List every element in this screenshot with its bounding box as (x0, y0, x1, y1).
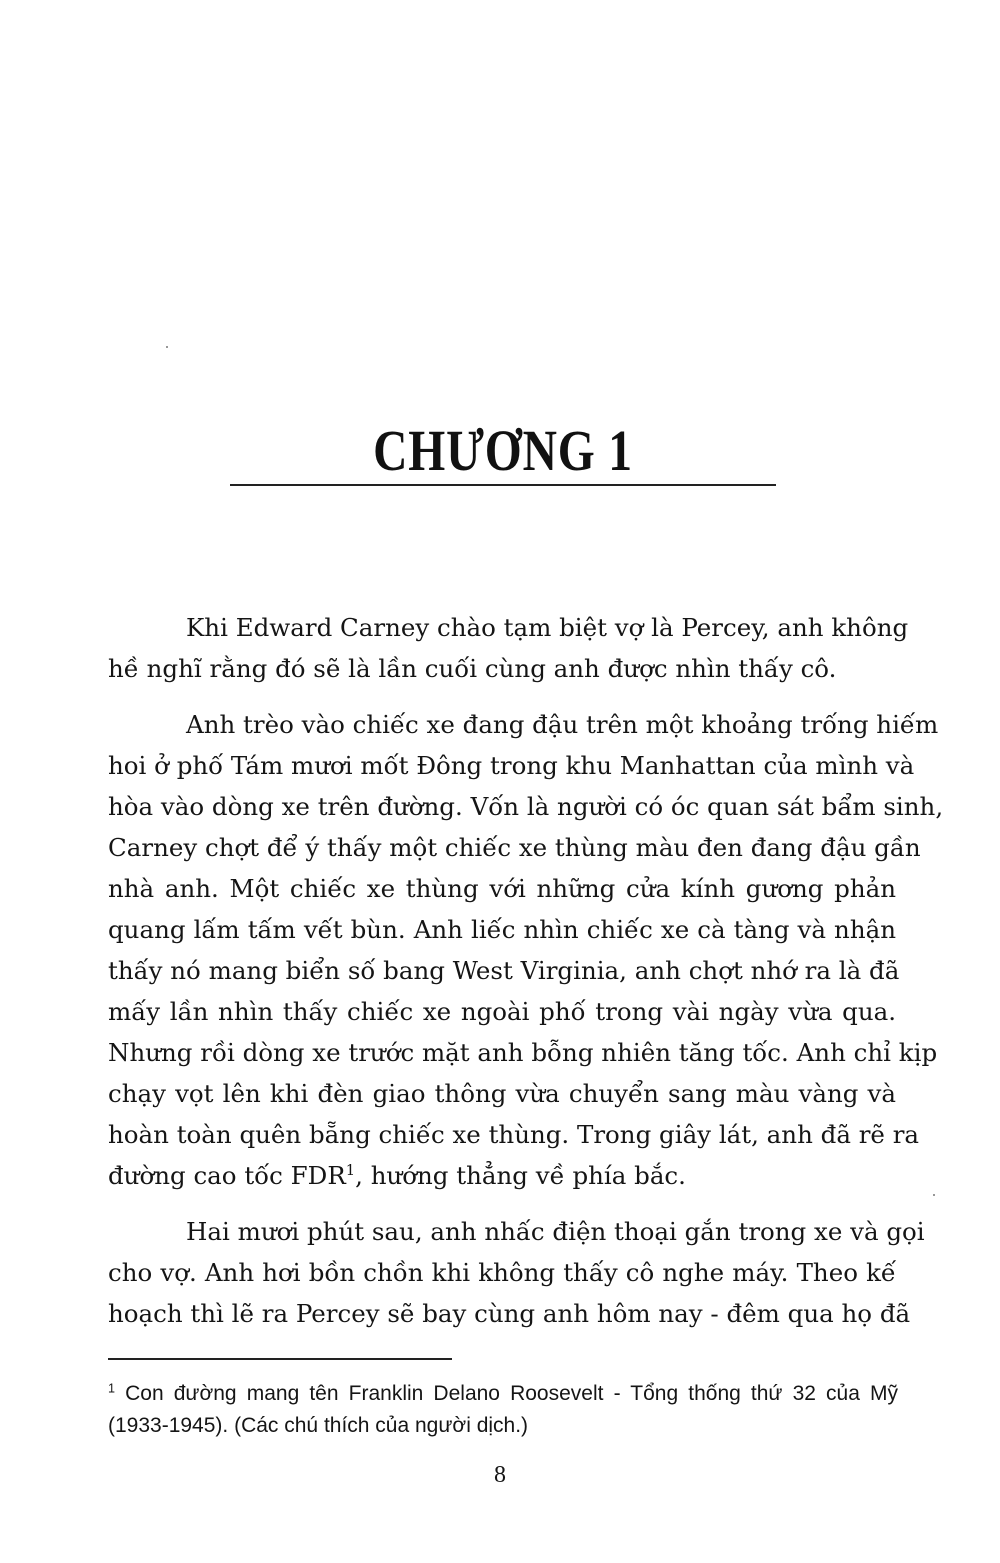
text-line: chạy vọt lên khi đèn giao thông vừa chuyển sang màu vàng và (108, 1079, 896, 1108)
text-line: thấy nó mang biển số bang West Virginia, anh chợt nhớ ra là đã (108, 956, 900, 985)
paragraph-2 (108, 704, 944, 1196)
footnote-reference[interactable]: 1 (345, 1162, 356, 1180)
text-line: Khi Edward Carney chào tạm biệt vợ là Percey, anh không (186, 613, 909, 642)
print-speck (933, 1194, 935, 1196)
text-line: nhà anh. Một chiếc xe thùng với những cửa kính gương phản (108, 874, 896, 903)
text-line: Carney chợt để ý thấy một chiếc xe thùng màu đen đang đậu gần (108, 833, 921, 862)
text-line: cho vợ. Anh hơi bồn chồn khi không thấy cô nghe máy. Theo kế (108, 1258, 896, 1287)
text-line: hoi ở phố Tám mươi mốt Đông trong khu Manhattan của mình và (108, 751, 915, 780)
chapter-body (108, 607, 944, 1334)
print-speck (166, 346, 168, 348)
chapter-title-underline (230, 484, 776, 486)
text-fragment: đường cao tốc FDR (108, 1161, 346, 1190)
text-line: Nhưng rồi dòng xe trước mặt anh bỗng nhiên tăng tốc. Anh chỉ kịp (108, 1038, 938, 1067)
paragraph-1 (108, 607, 909, 689)
text-line: quang lấm tấm vết bùn. Anh liếc nhìn chiếc xe cà tàng và nhận (108, 915, 896, 944)
footnote-separator (108, 1358, 452, 1360)
text-line: mấy lần nhìn thấy chiếc xe ngoài phố trong vài ngày vừa qua. (108, 997, 896, 1026)
footnote-line (108, 1378, 898, 1410)
footnote-line: (1933-1945). (Các chú thích của người dịch.) (108, 1414, 529, 1437)
footnote-text: Con đường mang tên Franklin Delano Roosevelt - Tổng thống thứ 32 của Mỹ (115, 1382, 898, 1405)
text-line: hoạch thì lẽ ra Percey sẽ bay cùng anh hôm nay - đêm qua họ đã (108, 1299, 911, 1328)
paragraph-3 (108, 1211, 925, 1334)
page-number: 8 (494, 1462, 506, 1488)
text-line: Hai mươi phút sau, anh nhấc điện thoại gắn trong xe và gọi (186, 1217, 925, 1246)
footnote-marker: 1 (108, 1381, 116, 1396)
text-line (108, 1155, 896, 1196)
text-line: hề nghĩ rằng đó sẽ là lần cuối cùng anh được nhìn thấy cô. (108, 654, 837, 683)
text-line: hoàn toàn quên bẵng chiếc xe thùng. Trong giây lát, anh đã rẽ ra (108, 1120, 920, 1149)
footnote (108, 1378, 898, 1442)
chapter-title: CHƯƠNG 1 (373, 418, 633, 483)
text-line: Anh trèo vào chiếc xe đang đậu trên một khoảng trống hiếm (186, 710, 939, 739)
text-line: hòa vào dòng xe trên đường. Vốn là người có óc quan sát bẩm sinh, (108, 792, 944, 821)
text-fragment: , hướng thẳng về phía bắc. (355, 1161, 686, 1190)
